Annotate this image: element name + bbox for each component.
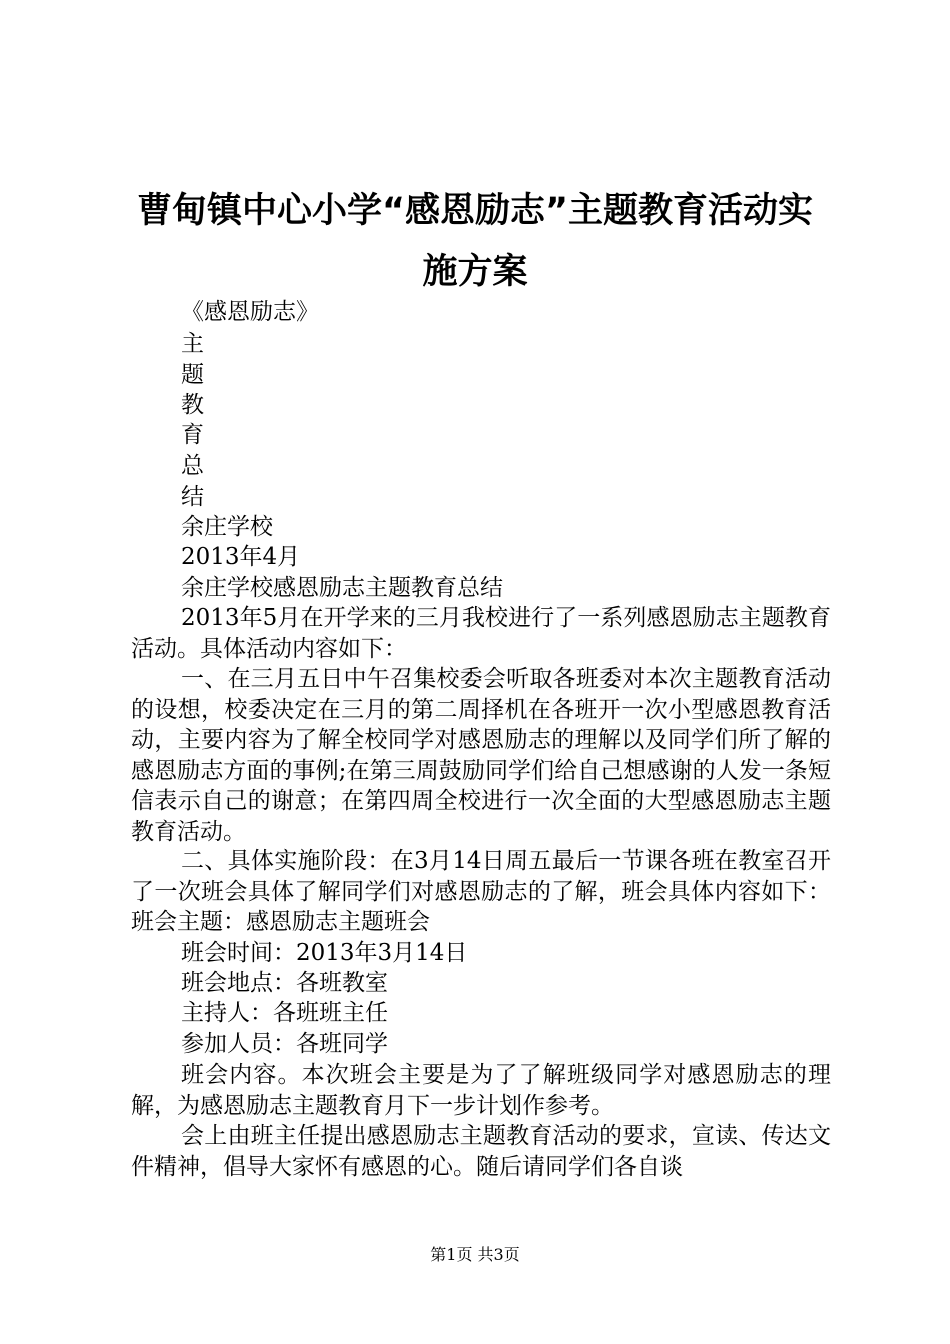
page-footer: 第1页 共3页	[430, 1245, 520, 1264]
paragraph-meeting-content: 班会内容。本次班会主要是为了了解班级同学对感恩励志的理解，为感恩励志主题教育月下一步计划作参考。	[131, 1062, 831, 1119]
paragraph-section-2: 二、具体实施阶段：在3月14日周五最后一节课各班在教室召开了一次班会具体了解同学们对感恩励志的了解，班会具体内容如下：班会主题：感恩励志主题班会	[131, 848, 831, 935]
document-title-line-1: 曹甸镇中心小学“感恩励志”主题教育活动实	[136, 191, 813, 231]
summary-heading: 余庄学校感恩励志主题教育总结	[181, 575, 503, 601]
cover-char: 结	[181, 484, 204, 510]
cover-char: 题	[181, 362, 204, 388]
cover-char: 教	[181, 392, 204, 418]
meeting-host: 主持人：各班班主任	[181, 1000, 388, 1026]
cover-heading: 《感恩励志》	[181, 299, 319, 325]
cover-char: 育	[181, 422, 204, 448]
document-title-line-2: 施方案	[422, 252, 528, 292]
paragraph-section-1: 一、在三月五日中午召集校委会听取各班委对本次主题教育活动的设想，校委决定在三月的第二周择机在各班开一次小型感恩教育活动，主要内容为了解全校同学对感恩励志的理解以及同学们所了解的感恩励志方面的事例;在第三周鼓励同学们给自己想感谢的人发一条短信表示自己的谢意；在第四周全校进行一次全面的大型感恩励志主题教育活动。	[131, 666, 831, 845]
cover-char: 总	[181, 453, 204, 479]
paragraph-intro: 2013年5月在开学来的三月我校进行了一系列感恩励志主题教育活动。具体活动内容如下：	[131, 605, 831, 662]
meeting-location: 班会地点：各班教室	[181, 970, 388, 996]
meeting-time: 班会时间：2013年3月14日	[181, 940, 468, 966]
cover-char: 主	[181, 331, 204, 357]
paragraph-meeting-process: 会上由班主任提出感恩励志主题教育活动的要求，宣读、传达文件精神，倡导大家怀有感恩的心。随后请同学们各自谈	[131, 1123, 831, 1180]
meeting-participants: 参加人员：各班同学	[181, 1031, 388, 1057]
school-name: 余庄学校	[181, 514, 273, 540]
cover-date: 2013年4月	[181, 544, 301, 570]
